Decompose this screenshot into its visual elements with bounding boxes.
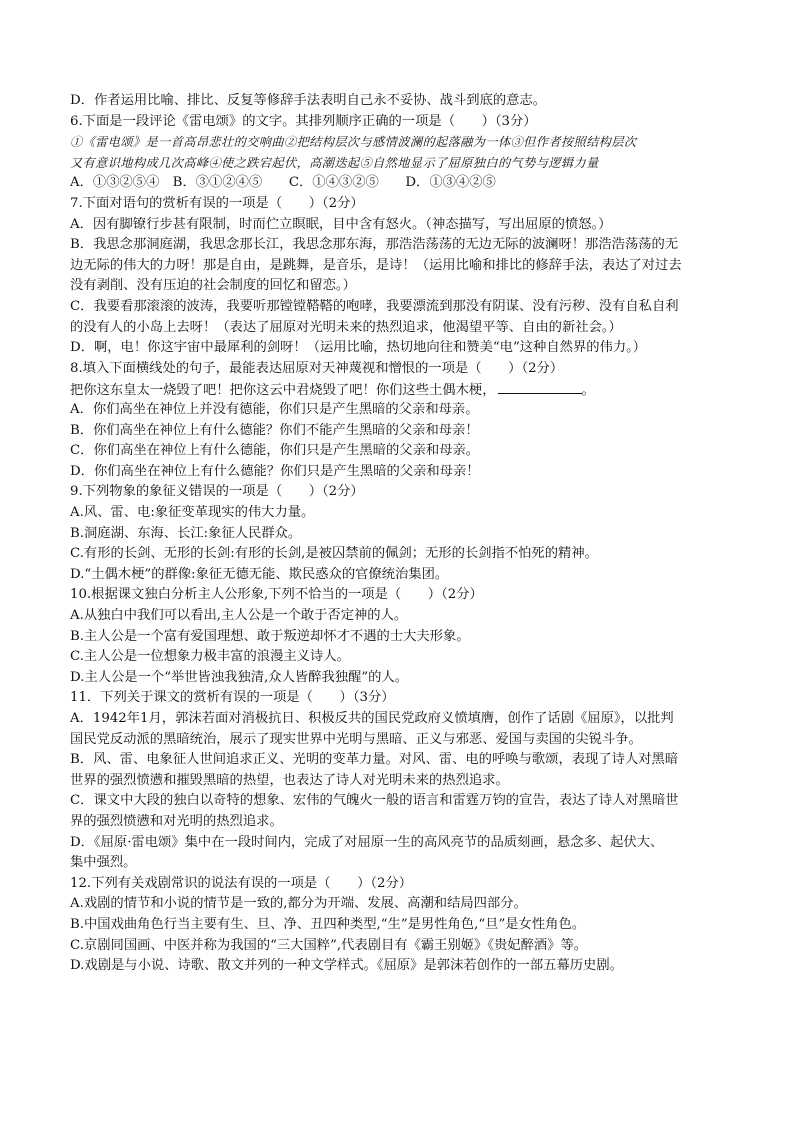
text-line	[70, 132, 730, 152]
text-line	[70, 276, 730, 296]
line-text: C.有形的长剑、无形的长剑:有形的长剑,是被囚禁前的佩剑；无形的长剑指不怕死的精神。	[70, 546, 598, 562]
text-line	[70, 235, 730, 255]
text-line	[70, 956, 730, 976]
line-text: 的没有人的小岛上去呀！（表达了屈原对光明未来的热烈追求，他渴望平等、自由的新社会。）	[70, 319, 622, 335]
line-text: D．作者运用比喻、排比、反复等修辞手法表明自己永不妥协、战斗到底的意志。	[70, 93, 547, 108]
text-line	[70, 853, 730, 873]
line-text: C．课文中大段的独白以奇特的想象、宏伟的气魄火一般的语言和雷霆万钧的宣告，表达了诗人对黑暗世	[70, 793, 679, 809]
text-line	[70, 812, 730, 832]
line-text: C.京剧同国画、中医并称为我国的“三大国粹”,代表剧目有《霸王别姬》《贵妃醉酒》等。	[70, 937, 588, 953]
line-text: C.主人公是一位想象力极丰富的浪漫主义诗人。	[70, 649, 350, 665]
line-text: D．啊，电！你这宇宙中最犀利的剑呀！（运用比喻，热切地向往和赞美“电”这种自然界的伟力。）	[70, 340, 647, 356]
line-text: A．①③②⑤④ B．③①②④⑤ C．①④③②⑤ D．①③④②⑤	[70, 175, 496, 191]
line-text: B．风、雷、电象征人世间追求正义、光明的变革力量。对风、雷、电的呼唤与歌颂，表现了诗人对黑暗	[70, 752, 679, 768]
text-line	[70, 421, 730, 441]
text-line	[70, 709, 730, 729]
text-line	[70, 441, 730, 461]
line-text: A．1942年1月，郭沫若面对消极抗日、积极反共的国民党政府义愤填膺，创作了话剧《屈原》，以批判	[70, 711, 674, 726]
line-text: B.洞庭湖、东海、长江:象征人民群众。	[70, 525, 302, 541]
line-text: A.戏剧的情节和小说的情节是一致的,都分为开端、发展、高潮和结局四部分。	[70, 896, 527, 912]
line-text: C．我要看那滚滚的波涛，我要听那镗镗鞳鞳的咆哮，我要漂流到那没有阴谋、没有污秽、没有自私自利	[70, 299, 679, 314]
text-line	[70, 379, 730, 401]
line-text: B．我思念那洞庭湖，我思念那长江，我思念那东海，那浩浩荡荡的无边无际的波澜呀！那浩浩荡荡的无	[70, 237, 679, 253]
line-text: D.戏剧是与小说、诗歌、散文并列的一种文学样式。《屈原》是郭沫若创作的一部五幕历史剧。	[70, 958, 623, 974]
line-text: A.从独白中我们可以看出,主人公是一个敢于否定神的人。	[70, 608, 408, 623]
text-line	[70, 215, 730, 235]
text-line	[70, 915, 730, 935]
text-line	[70, 688, 730, 708]
line-text: 把你这东皇太一烧毁了吧！把你这云中君烧毁了吧！你们这些土偶木梗，	[70, 383, 496, 399]
line-text: B.主人公是一个富有爱国理想、敢于叛逆却怀才不遇的士大夫形象。	[70, 628, 470, 644]
line-text: 10.根据课文独白分析主人公形象,下列不恰当的一项是（ ）（2分）	[70, 587, 483, 603]
text-line	[70, 544, 730, 564]
line-text: A.风、雷、电:象征变革现实的伟大力量。	[70, 505, 315, 520]
text-line	[70, 400, 730, 420]
line-text: 8.填入下面横线处的句子，最能表达屈原对天神蔑视和憎恨的一项是（ ）（2分）	[70, 360, 564, 376]
fill-in-blank	[498, 379, 582, 394]
text-line	[70, 112, 730, 132]
text-line	[70, 462, 730, 482]
text-line	[70, 585, 730, 605]
text-line	[70, 256, 730, 276]
text-line	[70, 338, 730, 358]
line-text: 6.下面是一段评论《雷电颂》的文字。其排列顺序正确的一项是（ ）（3分）	[70, 113, 537, 129]
text-line	[70, 750, 730, 770]
line-text: 又有意识地构成几次高峰④使之跌宕起伏，高潮迭起⑤自然地显示了屈原独白的气势与逻辑力量	[70, 155, 599, 170]
line-text: C．你们高坐在神位上有什么德能，你们只是产生黑暗的父亲和母亲。	[70, 443, 480, 459]
line-text: 集中强烈。	[70, 855, 137, 871]
text-line	[70, 91, 730, 111]
line-text: B．你们高坐在神位上有什么德能？你们不能产生黑暗的父亲和母亲！	[70, 422, 479, 438]
line-text: 11．下列关于课文的赏析有误的一项是（ ）（3分）	[70, 690, 395, 706]
text-line	[70, 833, 730, 853]
text-line	[70, 771, 730, 791]
text-line	[70, 730, 730, 750]
line-text: 12.下列有关戏剧常识的说法有误的一项是（ ）（2分）	[70, 875, 413, 891]
text-line	[70, 668, 730, 688]
text-line	[70, 173, 730, 193]
blank-tail: 。	[581, 383, 595, 399]
line-text: ①《雷电颂》是一首高昂悲壮的交响曲②把结构层次与感情波澜的起落融为一体③但作者按照结构层次	[70, 135, 637, 150]
text-line	[70, 791, 730, 811]
text-line	[70, 318, 730, 338]
text-line	[70, 482, 730, 502]
text-line	[70, 894, 730, 914]
text-line	[70, 194, 730, 214]
text-line	[70, 627, 730, 647]
line-text: 界的强烈愤懑和对光明的热烈追求。	[70, 814, 283, 829]
line-text: 世界的强烈愤懑和摧毁黑暗的热望，也表达了诗人对光明未来的热烈追求。	[70, 772, 509, 788]
line-text: 7.下面对语句的赏析有误的一项是（ ）（2分）	[70, 196, 364, 211]
line-text: A．因有脚镣行步甚有限制，时而伫立瞑眠，目中含有怒火。（神态描写，写出屈原的愤怒。）	[70, 216, 612, 232]
line-text: 9.下列物象的象征义错误的一项是（ ）（2分）	[70, 484, 364, 500]
line-text: 边无际的伟大的力呀！那是自由，是跳舞，是音乐，是诗！（运用比喻和排比的修辞手法，表达了对过去	[70, 257, 682, 273]
line-text: 没有剥削、没有压迫的社会制度的回忆和留恋。）	[70, 278, 356, 294]
line-text: D．《屈原·雷电颂》集中在一段时间内，完成了对屈原一生的高风亮节的品质刻画，悬念多、起伏大、	[70, 834, 664, 850]
text-line	[70, 874, 730, 894]
line-text: D.主人公是一个“举世皆浊我独清,众人皆醉我独醒”的人。	[70, 669, 409, 685]
text-line	[70, 936, 730, 956]
text-line	[70, 647, 730, 667]
line-text: D.“土偶木梗”的群像:象征无德无能、欺民惑众的官僚统治集团。	[70, 566, 449, 582]
text-line	[70, 606, 730, 626]
text-line	[70, 524, 730, 544]
line-text: A．你们高坐在神位上并没有德能，你们只是产生黑暗的父亲和母亲。	[70, 402, 479, 417]
line-text: B.中国戏曲角色行当主要有生、旦、净、丑四种类型,“生”是男性角色,“旦”是女性角色。	[70, 917, 586, 932]
text-line	[70, 503, 730, 523]
text-line	[70, 297, 730, 317]
text-line	[70, 565, 730, 585]
text-line	[70, 153, 730, 173]
line-text: 国民党反动派的黑暗统治，展示了现实世界中光明与黑暗、正义与邪恶、爱国与卖国的尖锐斗争。	[70, 731, 642, 747]
text-line	[70, 359, 730, 379]
line-text: D．你们高坐在神位上有什么德能？你们只是产生黑暗的父亲和母亲！	[70, 463, 480, 479]
